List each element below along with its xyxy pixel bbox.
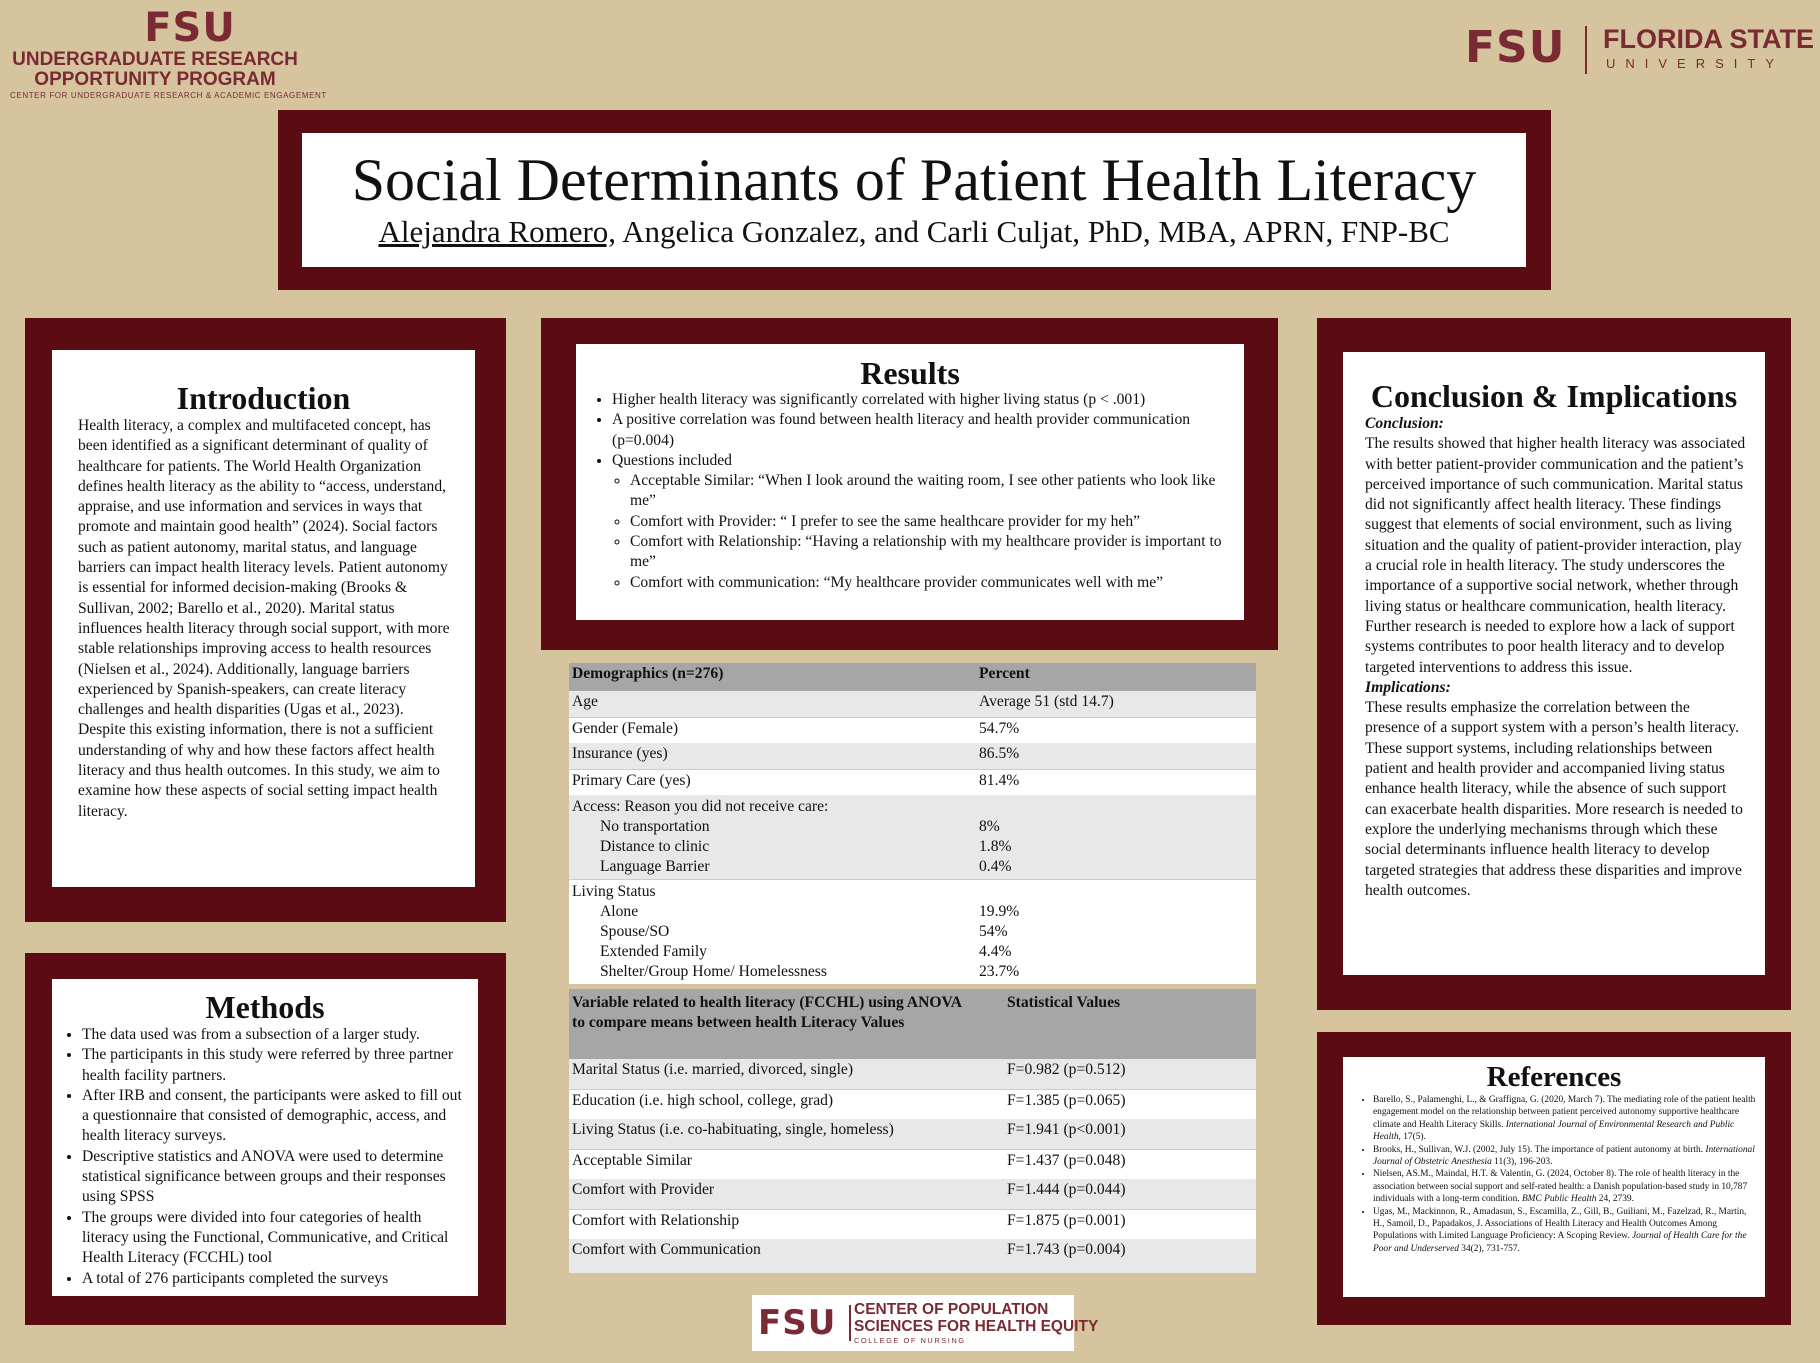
anova-header <box>569 989 1256 1059</box>
urop-line3: CENTER FOR UNDERGRADUATE RESEARCH & ACADEMIC ENGAGEMENT <box>10 91 327 100</box>
table-cell: F=1.875 (p=0.001) <box>1007 1211 1126 1229</box>
results-subitem: ◦ Acceptable Similar: “When I look around the waiting room, I see other patients who look like me” <box>630 471 1234 512</box>
urop-line2: OPPORTUNITY PROGRAM <box>34 69 276 90</box>
access-percent: 0.4% <box>979 858 1012 875</box>
cps-logo <box>752 1295 1099 1351</box>
results-title: Results <box>860 355 960 391</box>
reference-tail: , 17(5). <box>1398 1132 1426 1143</box>
table-cell <box>976 880 1256 985</box>
living-percent: 4.4% <box>979 943 1012 960</box>
references-list <box>1343 1094 1765 1255</box>
access-reason: Distance to clinic <box>600 838 710 855</box>
table-row <box>569 1149 1256 1179</box>
access-reason: Language Barrier <box>600 858 710 875</box>
living-label: Living Status <box>572 883 656 900</box>
urop-line1: UNDERGRADUATE RESEARCH <box>12 49 298 70</box>
living-percent: 23.7% <box>979 963 1020 980</box>
fsu-mark: FSU <box>1465 22 1566 73</box>
table-cell: F=1.743 (p=0.004) <box>1007 1241 1126 1258</box>
reference-tail: 34(2), 731-757. <box>1458 1243 1520 1254</box>
table-cell: 81.4% <box>979 771 1020 789</box>
results-sublist <box>612 471 1234 593</box>
table-row <box>569 1239 1256 1273</box>
table-cell: Acceptable Similar <box>572 1151 692 1169</box>
table-cell <box>976 795 1256 880</box>
table-cell: Comfort with Relationship <box>572 1211 740 1229</box>
reference-journal: Journal of Health Care for the Poor and Underserved <box>1373 1231 1747 1254</box>
methods-panel <box>52 979 478 1296</box>
living-status: Shelter/Group Home/ Homelessness <box>600 963 827 980</box>
reference-item <box>1373 1168 1757 1205</box>
table-cell: Comfort with Communication <box>572 1241 761 1258</box>
results-subitem: ◦ Comfort with Relationship: “Having a relationship with my healthcare provider is important to me” <box>630 532 1234 573</box>
results-item: • A positive correlation was found between health literacy and health provider communication (p=0.004) <box>612 410 1234 451</box>
cps-line2: SCIENCES FOR HEALTH EQUITY <box>854 1318 1099 1335</box>
reference-text: Ugas, M., Mackinnon, R., Amadasun, S., Escamilla, Z., Gill, B., Guiliani, M., Fazelzad, R., Martin, H., Samoil, D., Papadakos, J. Associations of Health Literacy and Health Outcomes Among Populations with Limited Language Proficiency: A Scoping Review. <box>1373 1206 1747 1242</box>
anova-header-cell: Variable related to health literacy (FCCHL) using ANOVA to compare means between health Literacy Values <box>572 994 962 1031</box>
results-panel <box>576 344 1244 620</box>
access-percent: 8% <box>979 818 1000 835</box>
cps-line1: CENTER OF POPULATION <box>854 1301 1049 1318</box>
table-cell: Marital Status (i.e. married, divorced, single) <box>572 1061 854 1078</box>
conclusion-title: Conclusion & Implications <box>1370 378 1738 414</box>
fsu-divider <box>1585 26 1587 74</box>
demographics-header-cell: Percent <box>979 665 1030 682</box>
table-row <box>569 1059 1256 1089</box>
reference-item <box>1373 1206 1757 1256</box>
table-cell: Primary Care (yes) <box>572 771 691 789</box>
first-author: Alejandra Romero, <box>378 214 617 249</box>
table-row <box>569 880 1256 985</box>
results-list <box>576 390 1244 593</box>
poster-title: Social Determinants of Patient Health Literacy <box>351 147 1477 213</box>
table-row <box>569 743 1256 769</box>
living-status: Alone <box>600 903 639 920</box>
table-cell: F=1.941 (p<0.001) <box>1007 1121 1126 1138</box>
table-cell: F=1.437 (p=0.048) <box>1007 1151 1126 1169</box>
methods-item: • A total of 276 participants completed the surveys <box>82 1269 472 1289</box>
methods-list <box>52 1025 478 1289</box>
implications-label: Implications: <box>1365 678 1451 696</box>
results-subitem: ◦ Comfort with communication: “My healthcare provider communicates well with me” <box>630 573 1234 593</box>
methods-item: • Descriptive statistics and ANOVA were used to determine statistical significance between groups and their responses using SPSS <box>82 1147 472 1208</box>
cps-line3: COLLEGE OF NURSING <box>854 1336 966 1345</box>
reference-journal: International Journal of Obstetric Anesthesia <box>1373 1144 1755 1168</box>
methods-item: • After IRB and consent, the participants were asked to fill out a questionnaire that consisted of demographic, access, and health literacy surveys. <box>82 1086 472 1147</box>
reference-text: Barello, S., Palamenghi, L., & Graffigna, G. (2020, March 7). The mediating role of the patient health engagement model on the relationship between patient perceived autonomy supportive healthcare climate and Health Literacy Skills. <box>1373 1095 1756 1130</box>
reference-journal: BMC Public Health <box>1521 1194 1597 1205</box>
table-cell: F=0.982 (p=0.512) <box>1007 1061 1126 1078</box>
reference-text: Brooks, H., Sullivan, W.J. (2002, July 15). The importance of patient autonomy at birth. <box>1373 1144 1706 1155</box>
anova-header-cell: Statistical Values <box>1007 994 1121 1011</box>
references-title: References <box>1486 1061 1622 1093</box>
access-label: Access: Reason you did not receive care: <box>572 798 829 815</box>
introduction-body: Health literacy, a complex and multifaceted concept, has been identified as a significant determinant of quality of healthcare for patients. The World Health Organization defines health literacy as the ability to “access, understand, appraise, and use information and services in ways that promote and maintain good health” (2024). Social factors such as patient autonomy, marital status, and language barriers can impact health literacy levels. Patient autonomy is essential for informed decision-making (Brooks & Sullivan, 2002; Barello et al., 2020). Marital status influences health literacy through social support, with more stable relationships improving access to health resources (Nielsen et al., 2024). Additionally, language barriers experienced by Spanish-speakers, can create literacy challenges and health disparities (Ugas et al., 2023). Despite this existing information, there is not a sufficient understanding of why and how these factors affect health literacy and thus health outcomes. In this study, we aim to examine how these aspects of social setting impact health literacy. <box>78 417 450 820</box>
results-item-text: Questions included <box>612 451 732 469</box>
poster-authors <box>302 214 1526 250</box>
conclusion-body <box>1343 414 1765 901</box>
table-cell <box>569 795 976 880</box>
urop-logo <box>10 6 370 102</box>
table-cell: Average 51 (std 14.7) <box>979 693 1114 710</box>
table-cell: Education (i.e. high school, college, grad) <box>572 1091 834 1109</box>
references-panel <box>1343 1057 1765 1297</box>
other-authors: Angelica Gonzalez, and Carli Culjat, PhD, MBA, APRN, FNP-BC <box>616 214 1450 249</box>
title-panel <box>302 133 1526 267</box>
methods-item: • The groups were divided into four categories of health literacy using the Functional, Communicative, and Critical Health Literacy (FCCHL) tool <box>82 1208 472 1269</box>
results-item <box>612 451 1234 593</box>
table-cell: Living Status (i.e. co-habituating, single, homeless) <box>572 1121 894 1138</box>
table-cell <box>569 880 976 985</box>
methods-item: • The participants in this study were referred by three partner health facility partners. <box>82 1045 472 1086</box>
conclusion-label: Conclusion: <box>1365 415 1444 432</box>
conclusion-text: The results showed that higher health literacy was associated with better patient-provider communication and the patient’s perceived importance of such communication. Marital status did not significantly affect health literacy. These findings suggest that elements of social environment, such as living situation and the quality of patient-provider interaction, play a crucial role in health literacy. The study underscores the importance of a supportive social network, whether through living status or healthcare communication, health literacy. Further research is needed to explore how a lack of support systems contributes to poor health literacy and to develop targeted interventions to address this issue. <box>1365 435 1746 676</box>
table-row <box>569 1119 1256 1149</box>
reference-tail: 24, 2739. <box>1596 1194 1634 1205</box>
table-cell: Age <box>572 693 598 710</box>
table-row <box>569 1179 1256 1209</box>
demographics-table <box>569 663 1256 984</box>
fsu-name-line2: UNIVERSITY <box>1606 56 1785 71</box>
living-percent: 19.9% <box>979 903 1020 920</box>
results-item: • Higher health literacy was significantly correlated with higher living status (p < .001) <box>612 390 1234 410</box>
reference-item <box>1373 1094 1757 1144</box>
access-percent: 1.8% <box>979 838 1012 855</box>
demographics-header-cell: Demographics (n=276) <box>572 665 724 682</box>
table-cell: F=1.385 (p=0.065) <box>1007 1091 1126 1109</box>
table-cell: 54.7% <box>979 719 1020 737</box>
demographics-header <box>569 663 1256 691</box>
introduction-title: Introduction <box>176 380 351 416</box>
urop-fsu-mark: FSU <box>144 5 236 51</box>
fsu-logo <box>1465 22 1814 80</box>
table-row <box>569 1209 1256 1239</box>
table-cell: Comfort with Provider <box>572 1181 715 1198</box>
table-cell: Insurance (yes) <box>572 745 668 762</box>
methods-title: Methods <box>205 989 325 1025</box>
table-row <box>569 795 1256 880</box>
fsu-name-line1: FLORIDA STATE <box>1603 24 1814 54</box>
results-subitem: ◦ Comfort with Provider: “ I prefer to see the same healthcare provider for my heh” <box>630 512 1234 532</box>
table-cell: F=1.444 (p=0.044) <box>1007 1181 1126 1198</box>
reference-item <box>1373 1144 1757 1169</box>
living-status: Spouse/SO <box>600 923 670 940</box>
table-cell: Gender (Female) <box>572 719 679 737</box>
reference-text: Nielsen, AS.M., Maindal, H.T. & Valentin, G. (2024, October 8). The role of health literacy in the association between social support and self-rated health: a Danish population-based study in 10,787 individuals with a long-term condition. <box>1373 1169 1748 1205</box>
table-row <box>569 717 1256 743</box>
table-row <box>569 691 1256 717</box>
access-reason: No transportation <box>600 818 710 835</box>
table-row <box>569 769 1256 795</box>
introduction-panel <box>52 350 475 887</box>
anova-table <box>569 989 1256 1273</box>
reference-journal: International Journal of Environmental Research and Public Health <box>1373 1119 1735 1143</box>
conclusion-panel <box>1343 352 1765 975</box>
living-status: Extended Family <box>600 943 707 960</box>
living-percent: 54% <box>979 923 1008 940</box>
implications-text: These results emphasize the correlation between the presence of a support system with a person’s health literacy. These support systems, including relationships between patient and health provider and accompanied living status enhance health literacy, while the absence of such support can exacerbate health disparities. More research is needed to explore the underlying mechanisms through which these social determinants influence health literacy to develop targeted strategies that address these disparities and improve health outcomes. <box>1365 699 1743 899</box>
methods-item: • The data used was from a subsection of a larger study. <box>82 1025 472 1045</box>
cps-divider <box>849 1305 851 1341</box>
table-cell: 86.5% <box>979 745 1020 762</box>
table-row <box>569 1089 1256 1119</box>
reference-tail: 11(3), 196-203. <box>1491 1157 1553 1168</box>
cps-fsu-mark: FSU <box>758 1303 837 1343</box>
